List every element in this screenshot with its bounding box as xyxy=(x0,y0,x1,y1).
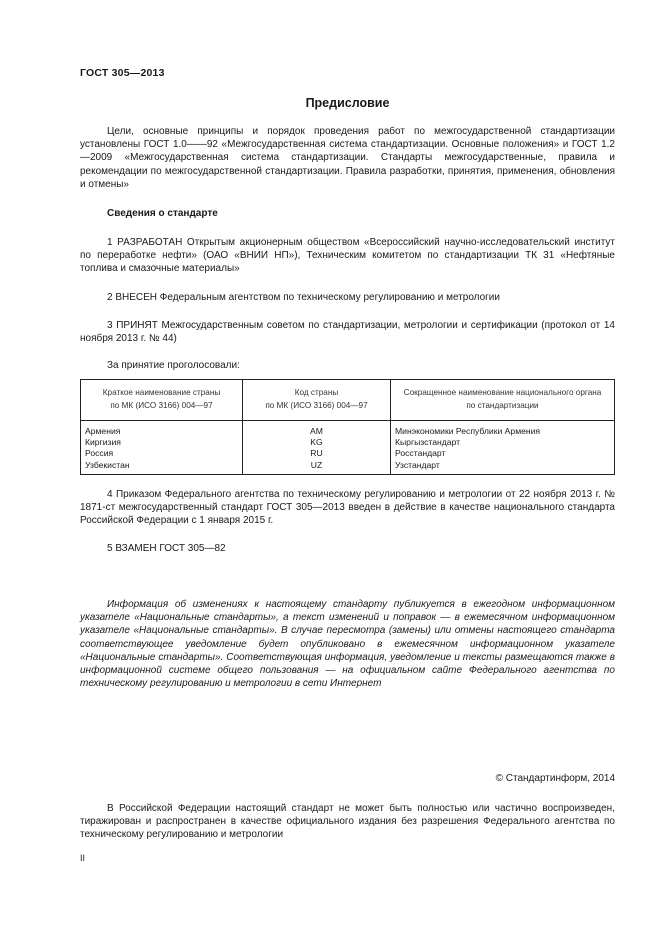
body-cell: Узстандарт xyxy=(391,460,615,475)
country-cell: Узбекистан xyxy=(85,459,130,470)
intro-text: Цели, основные принципы и порядок проведения работ по межгосударственной стандартизации установлены ГОСТ 1.0——92 «Межгосударственная система стандартизации. Основные положения» и ГОСТ 1.2—2009 «Межгосударственная система стандартизации. Стандарты межгосударственные, правила и рекомендации по межгосударственной стандартизации. Правила разработки, принятия, применения, обновления и отмены» xyxy=(80,126,615,190)
code-cell: RU xyxy=(243,448,391,459)
item-3-text: 3 ПРИНЯТ Межгосударственным советом по стандартизации, метрологии и сертификации (протокол от 14 ноября 2013 г. № 44) xyxy=(80,320,615,345)
document-code: ГОСТ 305—2013 xyxy=(80,67,165,79)
item-1-text: 1 РАЗРАБОТАН Открытым акционерным обществом «Всероссийский научно-исследовательский институт по переработке нефти» (ОАО «ВНИИ НП»), Техническим комитетом по стандартизации ТК 31 «Нефтяные топлива и смазочные материалы» xyxy=(80,237,615,275)
table-row xyxy=(81,460,615,475)
country-cell: Армения xyxy=(85,426,121,436)
intro-paragraph xyxy=(80,125,615,191)
table-row xyxy=(81,448,615,459)
col-header-code-line2: по МК (ИСО 3166) 004—97 xyxy=(265,400,368,410)
item-2-text: 2 ВНЕСЕН Федеральным агентством по техническому регулированию и метрологии xyxy=(107,292,500,303)
item-4 xyxy=(80,488,615,528)
restriction-paragraph xyxy=(80,802,615,842)
restriction-text: В Российской Федерации настоящий стандарт не может быть полностью или частично воспроизведен, тиражирован и распространен в качестве официального издания без разрешения Федерального агентства по техническому регулированию и метрологии xyxy=(80,803,615,841)
section-heading: Сведения о стандарте xyxy=(107,208,218,219)
item-2 xyxy=(80,291,615,304)
table-row xyxy=(81,437,615,448)
code-cell: KG xyxy=(243,437,391,448)
col-header-country-line1: Краткое наименование страны xyxy=(102,388,221,397)
changes-notice-text: Информация об изменениях к настоящему стандарту публикуется в ежегодном информационном указателе «Национальные стандарты», а текст изменений и поправок — в ежемесячном информационном указателе «Национальные стандарты». В случае пересмотра (замены) или отмены настоящего стандарта соответствующее уведомление будет опубликовано в ежемесячном информационном указателе «Национальные стандарты». Соответствующая информация, уведомление и тексты размещаются также в информационной системе общего пользования — на официальном сайте Федерального агентства по техническому регулированию и метрологии в сети Интернет xyxy=(80,599,615,690)
col-header-country xyxy=(81,380,243,421)
body-cell: Минэкономики Республики Армения xyxy=(391,421,615,438)
body-cell: Кыргызстандарт xyxy=(391,437,615,448)
body-cell: Росстандарт xyxy=(391,448,615,459)
col-header-body-line1: Сокращенное наименование национального органа xyxy=(403,388,602,397)
item-4-text: 4 Приказом Федерального агентства по техническому регулированию и метрологии от 22 ноября 2013 г. № 1871-ст межгосударственный стандарт ГОСТ 305—2013 введен в действие в качестве национального стандарта Российской Федерации с 1 января 2015 г. xyxy=(80,489,615,527)
col-header-body xyxy=(391,380,615,421)
changes-notice xyxy=(80,598,615,690)
item-5-text: 5 ВЗАМЕН ГОСТ 305—82 xyxy=(107,543,226,554)
col-header-code-line1: Код страны xyxy=(294,388,339,397)
col-header-body-line2: по стандартизации xyxy=(466,400,539,410)
voted-label: За принятие проголосовали: xyxy=(107,360,240,371)
col-header-code xyxy=(243,380,391,421)
code-cell: UZ xyxy=(243,460,391,475)
table-row xyxy=(81,421,615,438)
page-number: II xyxy=(80,853,86,863)
item-3 xyxy=(80,319,615,345)
item-1 xyxy=(80,236,615,276)
country-cell: Россия xyxy=(85,448,114,459)
copyright: © Стандартинформ, 2014 xyxy=(495,773,615,784)
code-cell: AM xyxy=(243,421,391,438)
page-title: Предисловие xyxy=(305,96,390,110)
col-header-country-line2: по МК (ИСО 3166) 004—97 xyxy=(110,400,213,410)
country-cell: Киргизия xyxy=(85,437,121,448)
table-header-row xyxy=(81,380,615,421)
voting-table xyxy=(80,379,615,475)
item-5 xyxy=(80,542,615,555)
